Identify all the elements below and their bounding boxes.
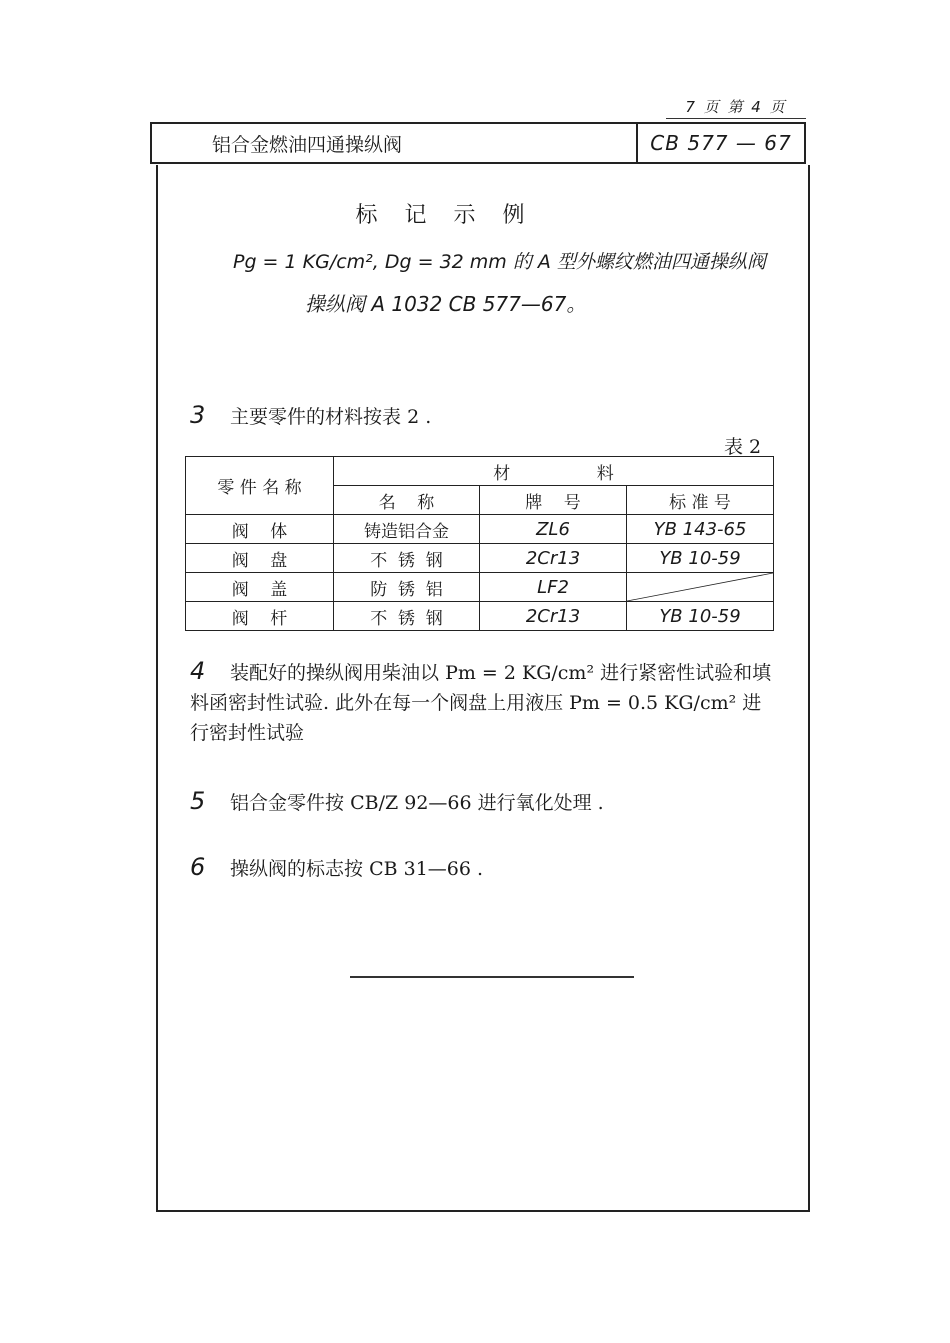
section-5 (190, 786, 604, 818)
section-5-text: 铝合金零件按 CB/Z 92—66 进行氧化处理 . (230, 792, 604, 814)
cell-name: 不 锈 钢 (334, 602, 480, 631)
header-grade: 牌 号 (480, 486, 627, 515)
section-6-number: 6 (190, 853, 206, 881)
section-3-number: 3 (190, 401, 206, 429)
table-row (186, 602, 774, 631)
section-3 (190, 400, 431, 432)
document-title: 铝合金燃油四通操纵阀 (212, 133, 403, 156)
cell-grade: LF2 (480, 573, 627, 602)
header-part-name: 零 件 名 称 (186, 457, 334, 515)
cell-grade: 2Cr13 (480, 544, 627, 573)
section-5-number: 5 (190, 787, 206, 815)
page-counter: 7 页 第 4 页 (666, 96, 806, 119)
example-line-1: Pg = 1 KG/cm², Dg = 32 mm 的 A 型外螺纹燃油四通操纵阀 (233, 251, 766, 273)
cell-standard: YB 10-59 (627, 602, 774, 631)
section-4 (190, 656, 780, 748)
end-rule (350, 976, 634, 978)
example-line-2: 操纵阀 A 1032 CB 577—67。 (305, 292, 587, 316)
materials-table (185, 456, 774, 631)
diagonal-slash (627, 573, 773, 601)
table-row (186, 544, 774, 573)
cell-name: 防 锈 铝 (334, 573, 480, 602)
section-6 (190, 852, 483, 884)
cell-part: 阀 盖 (186, 573, 334, 602)
cell-part: 阀 体 (186, 515, 334, 544)
standard-code: CB 577 — 67 (636, 124, 804, 162)
document-header (150, 122, 806, 164)
table-row (186, 515, 774, 544)
cell-part: 阀 盘 (186, 544, 334, 573)
table-header-row (186, 457, 774, 486)
section-3-text: 主要零件的材料按表 2 . (230, 406, 432, 428)
cell-standard-empty (627, 573, 774, 602)
header-name: 名 称 (334, 486, 480, 515)
cell-grade: ZL6 (480, 515, 627, 544)
header-standard: 标 准 号 (627, 486, 774, 515)
section-4-text: 装配好的操纵阀用柴油以 Pm = 2 KG/cm² 进行紧密性试验和填料函密封性试验. 此外在每一个阀盘上用液压 Pm = 0.5 KG/cm² 进行密封性试验 (190, 662, 772, 744)
table-row (186, 573, 774, 602)
example-heading: 标 记 示 例 (355, 203, 535, 228)
section-6-text: 操纵阀的标志按 CB 31—66 . (230, 858, 484, 880)
section-4-number: 4 (190, 657, 206, 685)
cell-name: 铸造铝合金 (334, 515, 480, 544)
header-material: 材 料 (334, 457, 774, 486)
table-label: 表 2 (724, 436, 762, 458)
cell-standard: YB 143-65 (627, 515, 774, 544)
cell-name: 不 锈 钢 (334, 544, 480, 573)
cell-standard: YB 10-59 (627, 544, 774, 573)
cell-part: 阀 杆 (186, 602, 334, 631)
cell-grade: 2Cr13 (480, 602, 627, 631)
